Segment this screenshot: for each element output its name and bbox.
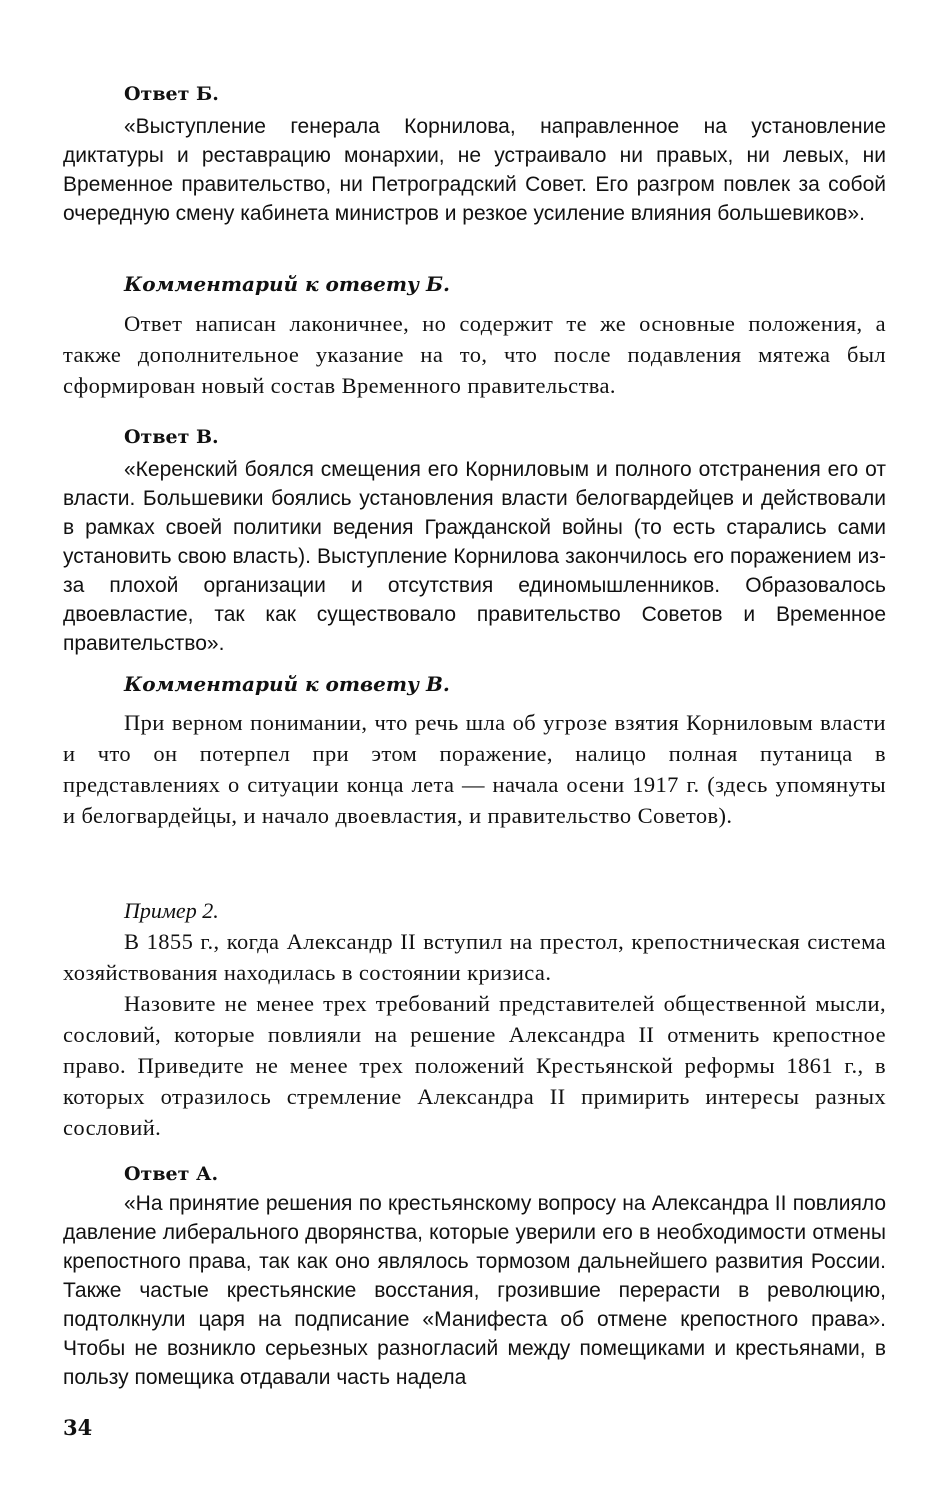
page-number: 34 xyxy=(63,1415,93,1440)
answer-v-text: «Керенский боялся смещения его Корниловым и полного отстранения его от власти. Большевики боялись установления власти белогвардейцев и действовали в рамках своей политики ведения Гражданской войны (то есть старались сами установить свою власть). Выступление Корнилова закончилось его поражением из-за плохой организации и отсутствия единомышленников. Образовалось двоевластие, так как существовало правительство Советов и Временное правительство». xyxy=(63,458,886,655)
example-2-intro: В 1855 г., когда Александр II вступил на престол, крепостническая система хозяйствования находилась в состоянии кризиса. xyxy=(63,929,886,985)
example-2-label: Пример 2. xyxy=(124,898,219,923)
answer-b-heading: Ответ Б. xyxy=(124,83,219,105)
answer-a-heading: Ответ А. xyxy=(124,1163,219,1185)
comment-b-heading: Комментарий к ответу Б. xyxy=(124,272,451,296)
comment-v-heading: Комментарий к ответу В. xyxy=(124,672,450,696)
comment-b-text: Ответ написан лаконичнее, но содержит те же основные положения, а также дополнительное указание на то, что после подавления мятежа был сформирован новый состав Временного правительства. xyxy=(63,311,886,398)
answer-b-text: «Выступление генерала Корнилова, направленное на установление диктатуры и реставрацию монархии, не устраивало ни правых, ни левых, ни Временное правительство, ни Петроградский Совет. Его разгром повлек за собой очередную смену кабинета министров и резкое усиление влияния большевиков». xyxy=(63,115,886,225)
answer-v-heading: Ответ В. xyxy=(124,426,219,448)
answer-a-text: «На принятие решения по крестьянскому вопросу на Александра II повлияло давление либерального дворянства, которые уверили его в необходимости отмены крепостного права, так как оно являлось тормозом дальнейшего развития России. Также частые крестьянские восстания, грозившие перерасти в революцию, подтолкнули царя на подписание «Манифеста об отмене крепостного права». Чтобы не возникло серьезных разногласий между помещиками и крестьянами, в пользу помещика отдавали часть надела xyxy=(63,1192,886,1389)
comment-v-text: При верном понимании, что речь шла об угрозе взятия Корниловым власти и что он потерпел при этом поражение, налицо полная путаница в представлениях о ситуации конца лета — начала осени 1917 г. (здесь упомянуты и белогвардейцы, и начало двоевластия, и правительство Советов). xyxy=(63,710,886,828)
example-2-task: Назовите не менее трех требований представителей общественной мысли, сословий, которые повлияли на решение Александра II отменить крепостное право. Приведите не менее трех положений Крестьянской реформы 1861 г., в которых отразилось стремление Александра II примирить интересы разных сословий. xyxy=(63,991,886,1140)
